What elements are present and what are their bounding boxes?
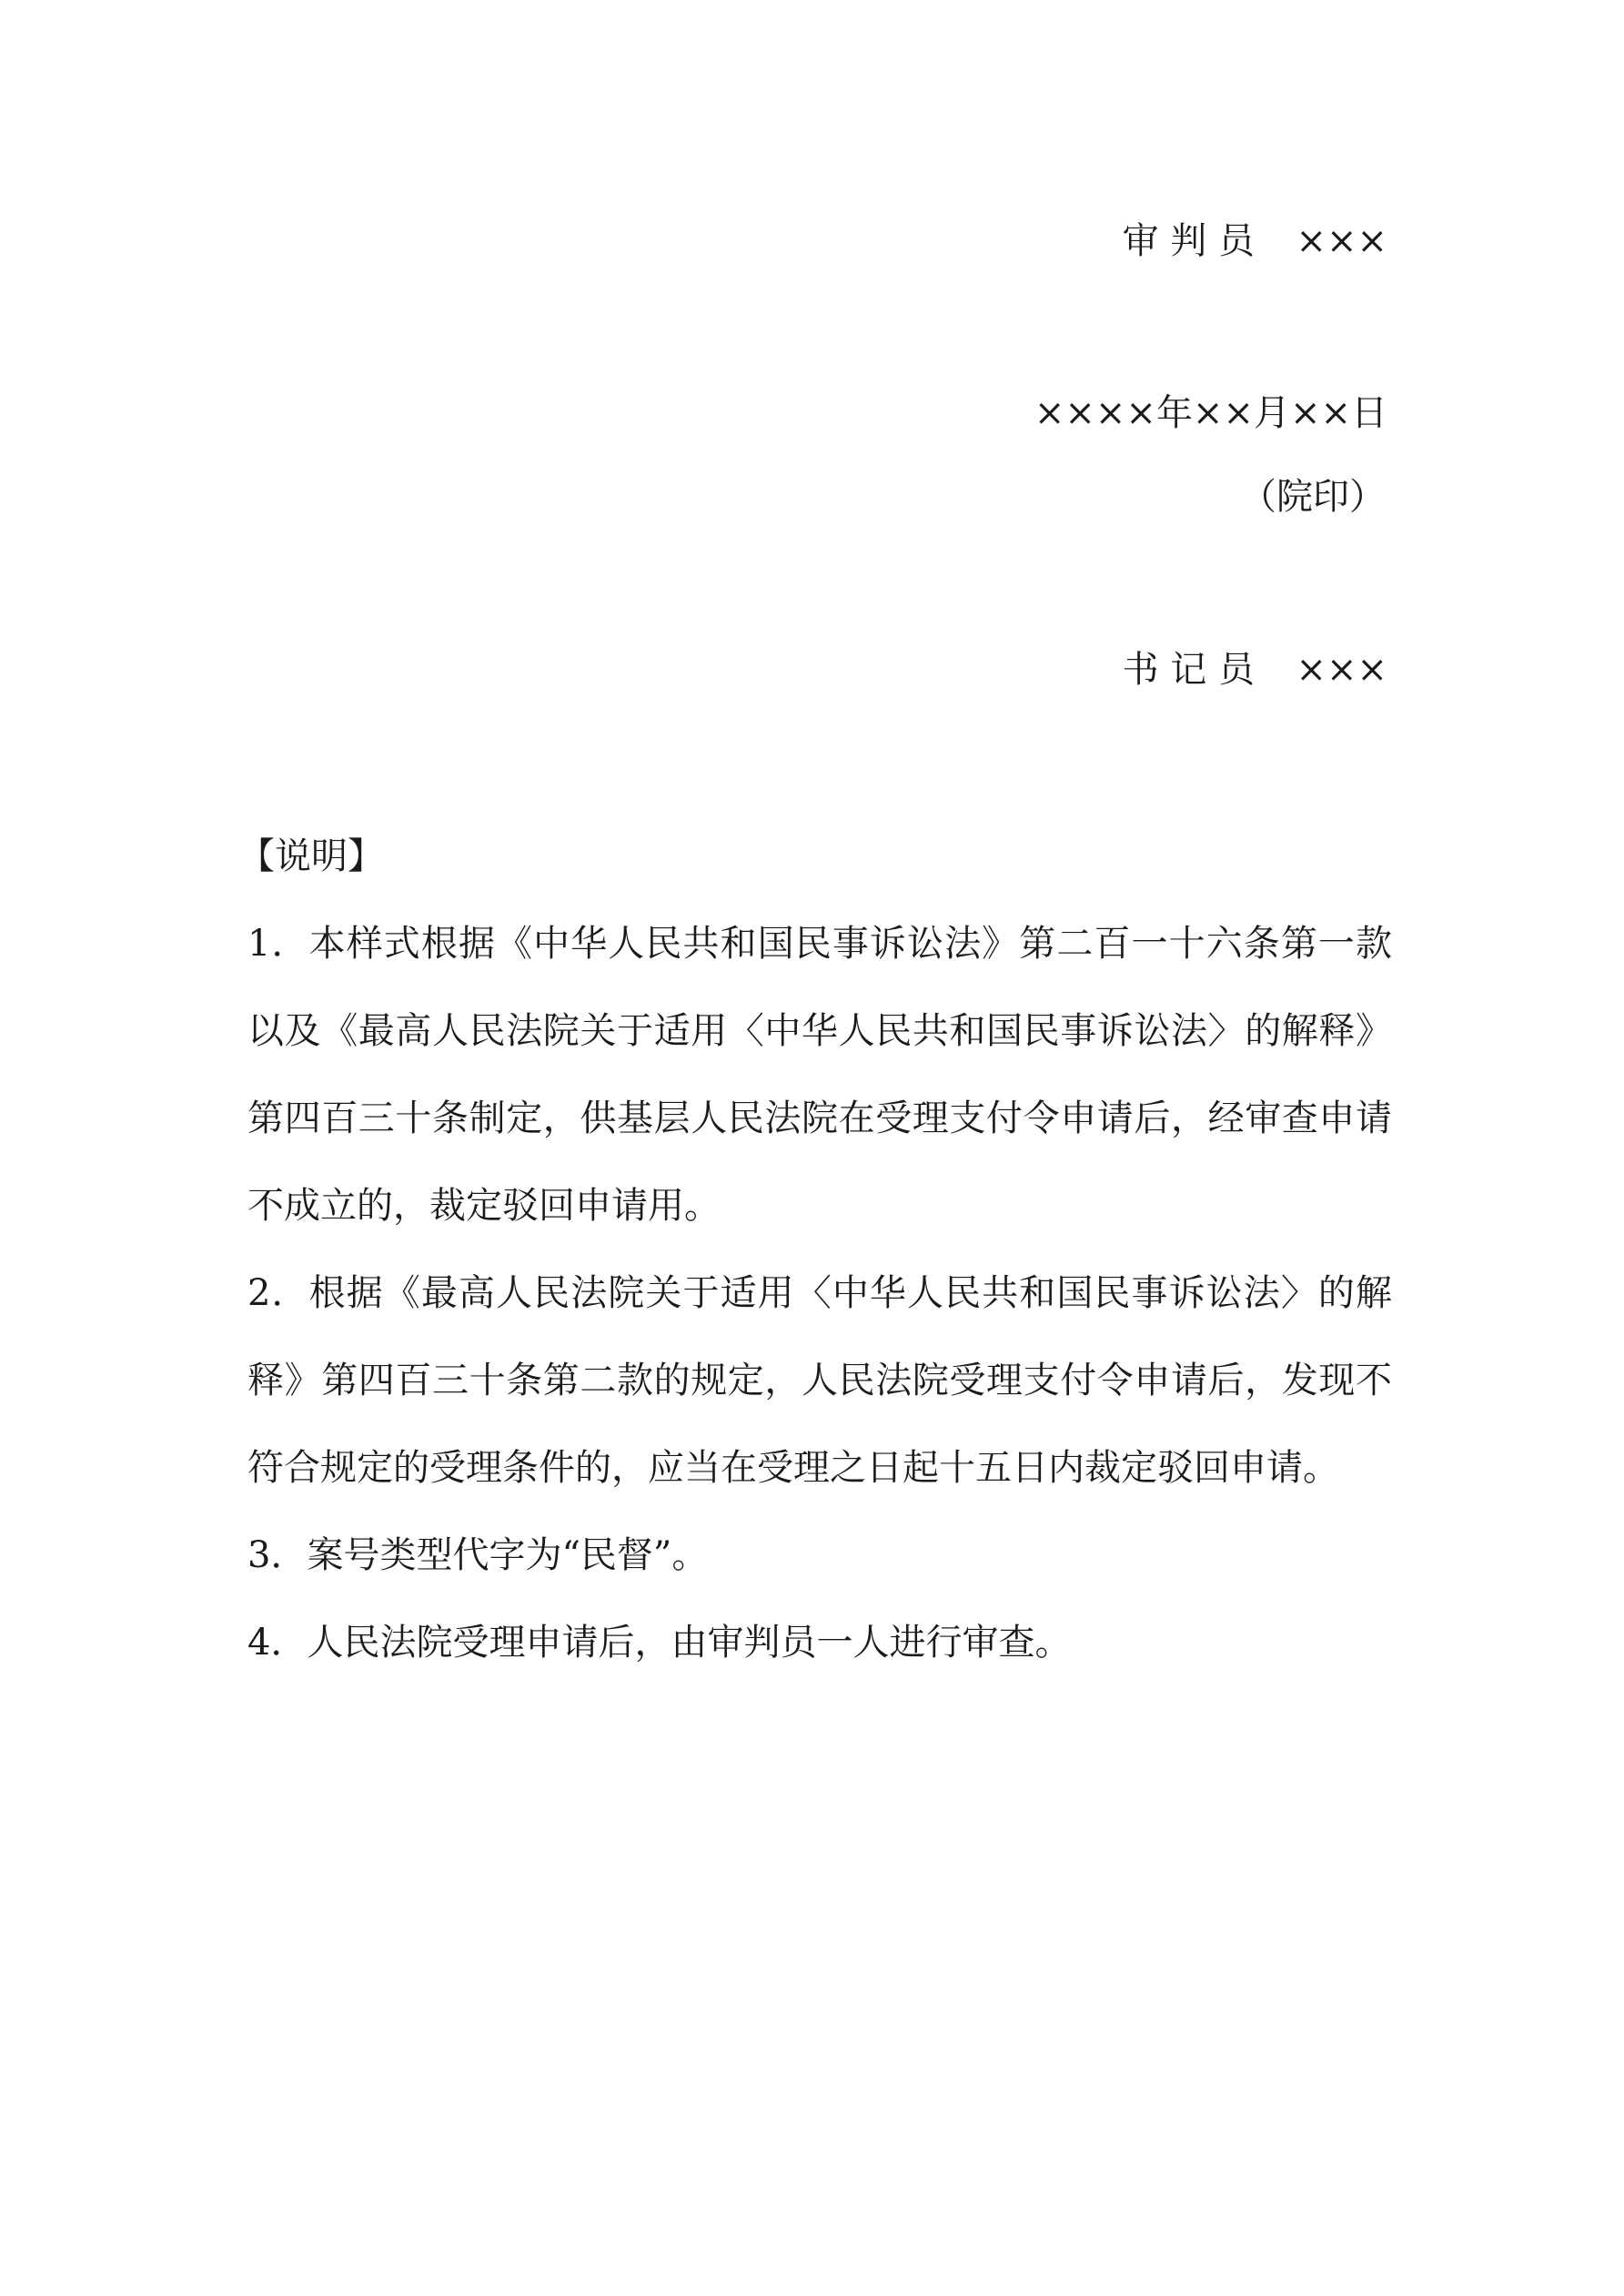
- court-seal-label: [1240, 470, 1386, 524]
- note-text: 根据《最高人民法院关于适用〈中华人民共和国民事诉讼法〉的解释》第四百三十条第二款的规定，人民法院受理支付令申请后，发现不符合规定的受理条件的，应当在受理之日起十五日内裁定驳回申请。: [247, 1272, 1393, 1489]
- clerk-signature-line: [1123, 642, 1387, 697]
- note-number: 4．: [247, 1622, 308, 1664]
- seal-text: （院印）: [1240, 476, 1386, 518]
- note-item-3: [247, 1512, 1392, 1599]
- judge-signature-line: [1123, 214, 1387, 268]
- note-number: 2．: [247, 1272, 309, 1314]
- clerk-title: 书 记 员: [1122, 649, 1256, 691]
- note-item-1: [247, 900, 1392, 1249]
- note-number: 3．: [247, 1534, 308, 1576]
- note-text: 人民法院受理申请后，由审判员一人进行审查。: [307, 1622, 1072, 1664]
- judge-title: 审 判 员: [1122, 220, 1256, 262]
- judge-name: ×××: [1296, 220, 1387, 262]
- note-text: 案号类型代字为“民督”。: [307, 1534, 709, 1576]
- notes-section: [238, 813, 1393, 1686]
- note-number: 1．: [247, 923, 309, 965]
- signature-date: [1034, 386, 1387, 440]
- note-item-2: [247, 1249, 1392, 1512]
- clerk-name: ×××: [1296, 649, 1387, 691]
- note-item-4: [247, 1599, 1392, 1686]
- notes-heading: 【说明】: [238, 835, 384, 877]
- note-text: 本样式根据《中华人民共和国民事诉讼法》第二百一十六条第一款以及《最高人民法院关于适用〈中华人民共和国民事诉讼法〉的解释》第四百三十条制定，供基层人民法院在受理支付令申请后，经审查申请不成立的，裁定驳回申请用。: [247, 923, 1393, 1227]
- date-text: ××××年××月××日: [1034, 392, 1387, 434]
